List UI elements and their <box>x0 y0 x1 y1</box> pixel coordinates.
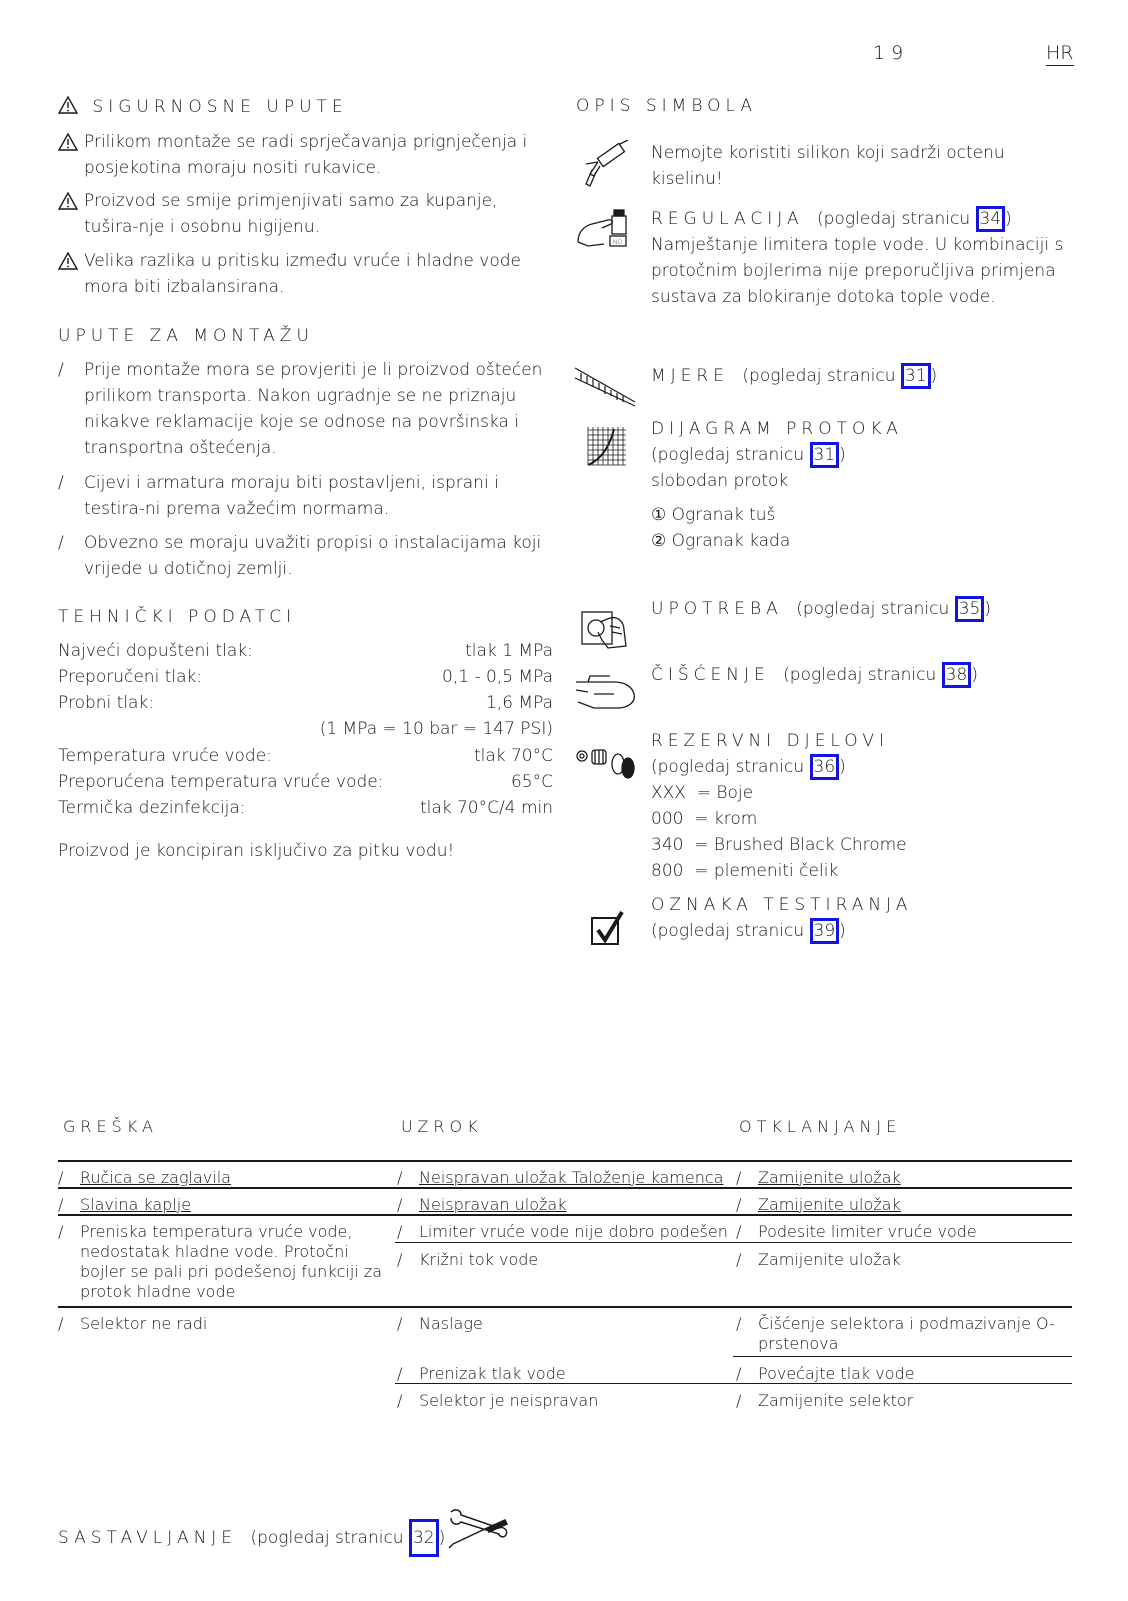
tech-row: Preporućena temperatura vruće vode: 65°C <box>58 772 553 792</box>
regulation-hand-icon <box>574 206 632 254</box>
warning-icon <box>58 192 78 210</box>
test-page-link[interactable]: 39 <box>810 918 840 944</box>
flow-diagram-icon <box>584 425 628 469</box>
language-code: HR <box>1046 42 1074 64</box>
table-header-fix: OTKLANJANJE <box>739 1117 902 1136</box>
safety-title: SIGURNOSNE UPUTE <box>58 96 348 117</box>
table-cell-cause: / Neispravan uložak <box>397 1195 567 1214</box>
wrench-screwdriver-icon <box>447 1506 509 1552</box>
test-block: OZNAKA TESTIRANJA (pogledaj stranicu 39 ) <box>651 892 1081 944</box>
table-rule <box>58 1306 1072 1308</box>
dimensions-block: MJERE (pogledaj stranicu 31 ) <box>651 363 1081 389</box>
symbols-title: OPIS SIMBOLA <box>576 96 758 116</box>
use-page-link[interactable]: 35 <box>955 596 985 622</box>
table-cell-cause: / Prenizak tlak vode <box>397 1364 566 1383</box>
table-cell-fix: / Zamijenite uložak <box>736 1250 901 1269</box>
table-rule <box>395 1242 1072 1243</box>
tech-row: Najveći dopušteni tlak: tlak 1 MPa <box>58 641 553 661</box>
page-number: 19 <box>873 42 910 64</box>
hand-valve-icon <box>580 606 632 652</box>
tech-row: Probni tlak: 1,6 MPa <box>58 693 553 713</box>
spare-page-link[interactable]: 36 <box>810 754 840 780</box>
spare-block: REZERVNI DJELOVI (pogledaj stranicu 36 ) XXX = Boje 000 = krom 340 = Brushed Black Chrome 800 = plemeniti čelik <box>651 731 907 881</box>
flow-block: DIJAGRAM PROTOKA (pogledaj stranicu 31 ) slobodan protok ① Ogranak tuš ② Ogranak kada <box>651 419 903 551</box>
table-cell-fix: / Zamijenite selektor <box>736 1391 914 1410</box>
regulation-text: Namještanje limitera tople vode. U kombinaciji s protočnim bojlerima nije preporučljiva primjena sustava za blokiranje dotoka tople vode. <box>651 235 1064 307</box>
tech-row: Temperatura vruće vode: tlak 70°C <box>58 746 553 766</box>
table-cell-fault: / Selektor ne radi <box>58 1314 208 1333</box>
warning-icon <box>58 252 78 270</box>
table-cell-fix: / Zamijenite uložak <box>736 1195 901 1214</box>
silicone-gun-icon <box>580 140 632 188</box>
warning-icon <box>58 133 78 151</box>
table-cell-fix: / Zamijenite uložak <box>736 1168 901 1187</box>
table-cell-fix: / Podesite limiter vruće vode <box>736 1222 977 1241</box>
svg-text:NO: NO <box>613 239 623 246</box>
installation-item: / Obvezno se moraju uvažiti propisi o instalacijama koji vrijede u dotičnoj zemlji. <box>58 533 542 579</box>
safety-item: Velika razlika u pritisku između vruće i hladne vode mora biti izbalansirana. <box>58 248 553 300</box>
technical-title: TEHNIČKI PODATCI <box>58 607 297 627</box>
checkmark-icon <box>590 910 626 946</box>
cleaning-hand-icon <box>574 672 638 712</box>
silicone-text: Nemojte koristiti silikon koji sadrži octenu kiselinu! <box>651 143 1005 189</box>
safety-item: Proizvod se smije primjenjivati samo za kupanje, tušira-nje i osobnu higijenu. <box>58 188 553 240</box>
table-cell-fault: / Preniska temperatura vruće vode, nedostatak hladne vode. Protočni bojler se pali pri podešenoj funkciji za protok hladne vode <box>58 1222 382 1301</box>
tech-row: Termička dezinfekcija: tlak 70°C/4 min <box>58 798 553 818</box>
spare-parts-icon <box>574 744 640 784</box>
table-cell-cause: / Limiter vruće vode nije dobro podešen <box>397 1222 728 1241</box>
cleaning-page-link[interactable]: 38 <box>942 662 972 688</box>
dimensions-page-link[interactable]: 31 <box>901 363 931 389</box>
use-block: UPOTREBA (pogledaj stranicu 35 ) <box>651 596 1081 622</box>
table-header-cause: UZROK <box>401 1117 483 1136</box>
safety-item: Prilikom montaže se radi sprječavanja prignječenja i posjekotina moraju nositi rukavice. <box>58 129 553 181</box>
table-cell-fault: / Slavina kaplje <box>58 1195 192 1214</box>
table-cell-cause: / Selektor je neispravan <box>397 1391 599 1410</box>
installation-item: / Prije montaže mora se provjeriti je li proizvod oštećen prilikom transporta. Nakon ugradnje se ne priznaju nikakve reklamacije koje se odnose na površinska i transportna oštećenja. <box>58 360 543 458</box>
installation-title: UPUTE ZA MONTAŽU <box>58 326 314 346</box>
table-cell-cause: / Križni tok vode <box>397 1250 539 1269</box>
assembly-page-link[interactable]: 32 <box>409 1519 439 1557</box>
tech-row: (1 MPa = 10 bar = 147 PSI) <box>319 719 553 739</box>
ruler-icon <box>573 366 637 408</box>
warning-icon <box>58 96 78 114</box>
table-cell-fault: / Ručica se zaglavila <box>58 1168 231 1187</box>
regulation-block: REGULACIJA (pogledaj stranicu 34 ) Namještanje limitera tople vode. U kombinaciji s protočnim bojlerima nije preporučljiva primjena sustava za blokiranje dotoka tople vode. <box>651 206 1081 310</box>
table-rule <box>58 1160 1072 1162</box>
regulation-page-link[interactable]: 34 <box>976 206 1006 232</box>
flow-page-link[interactable]: 31 <box>810 442 840 468</box>
table-cell-fix: / Čišćenje selektora i podmazivanje O-prstenova <box>736 1314 1055 1353</box>
table-cell-cause: / Naslage <box>397 1314 483 1333</box>
installation-item: / Cijevi i armatura moraju biti postavljeni, isprani i testira-ni prema važećim normama. <box>58 473 499 519</box>
table-cell-cause: / Neispravan uložak Taloženje kamenca <box>397 1168 724 1187</box>
assembly-block: SASTAVLJANJE (pogledaj stranicu 32 ) <box>58 1519 445 1557</box>
tech-row: Preporučeni tlak: 0,1 - 0,5 MPa <box>58 667 553 687</box>
table-header-fault: GREŠKA <box>63 1117 158 1136</box>
table-rule <box>733 1356 1072 1357</box>
table-cell-fix: / Povećajte tlak vode <box>736 1364 915 1383</box>
technical-note: Proizvod je koncipiran isključivo za pitku vodu! <box>58 841 455 861</box>
cleaning-block: ČIŠĆENJE (pogledaj stranicu 38 ) <box>651 662 1081 688</box>
